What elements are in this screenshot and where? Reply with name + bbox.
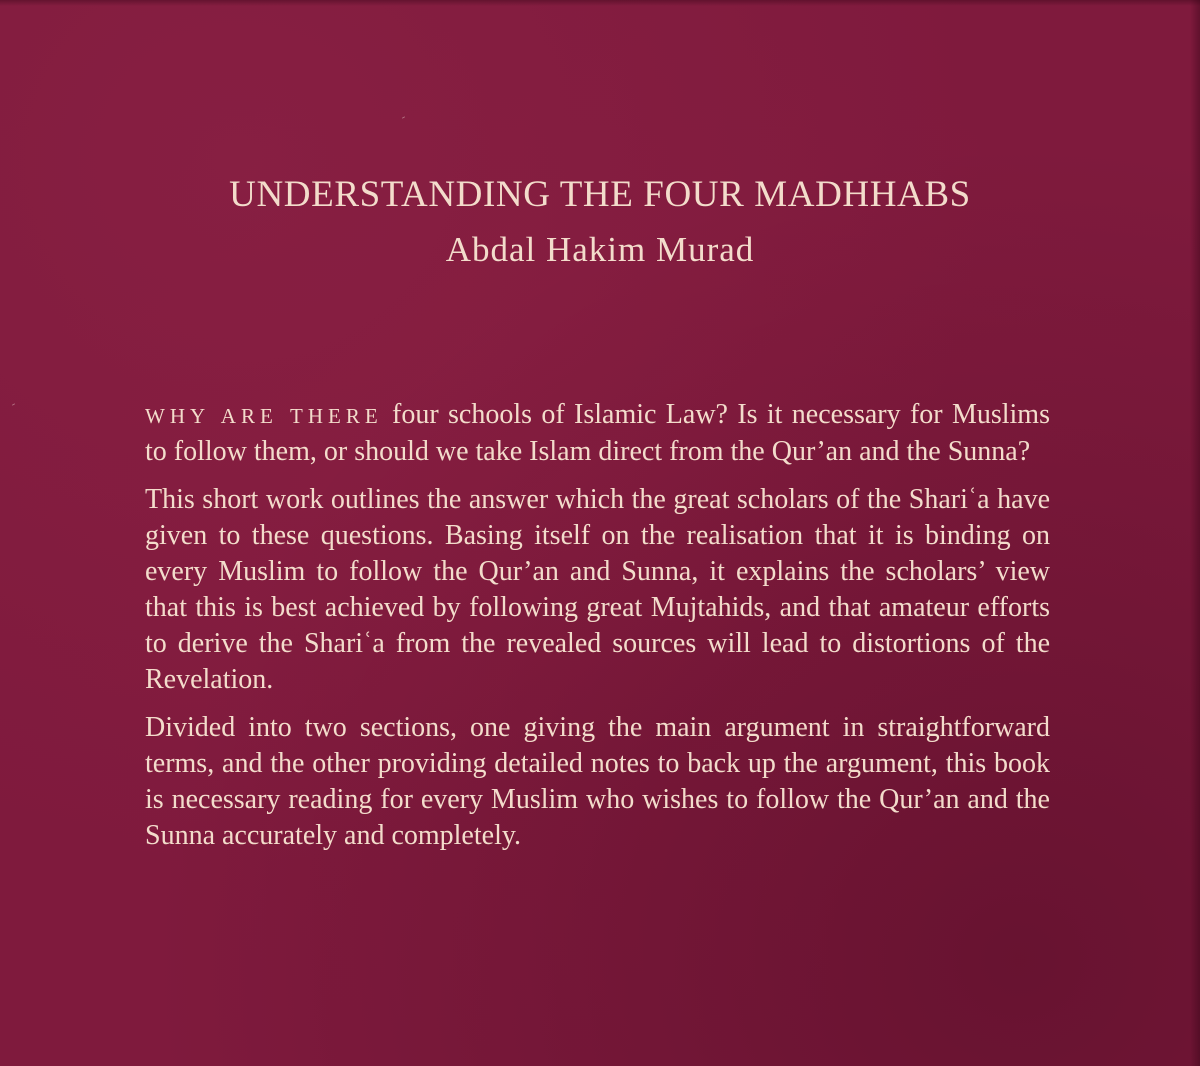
print-speck: [402, 116, 405, 118]
cover-right-edge-shadow: [1190, 0, 1200, 1066]
book-author: Abdal Hakim Murad: [445, 230, 755, 269]
blurb-lead-smallcaps: WHY ARE THERE: [145, 404, 383, 428]
print-speck: [12, 403, 15, 405]
cover-blurb: [145, 397, 1050, 866]
book-title: UNDERSTANDING THE FOUR MADHHABS: [229, 174, 971, 215]
cover-top-edge-shadow: [0, 0, 1200, 6]
blurb-paragraph-2: This short work outlines the answer which the great scholars of the Shariʿa have given to these questions. Basing itself on the realisation that it is binding on every Muslim to follow the Qur’an and Sunna, it explains the scholars’ view that this is best achieved by following great Mujtahids, and that amateur efforts to derive the Shariʿa from the revealed sources will lead to distortions of the Revelation.: [145, 484, 1050, 695]
blurb-paragraph-3: Divided into two sections, one giving the main argument in straightforward terms, and the other providing detailed notes to back up the argument, this book is necessary reading for every Muslim who wishes to follow the Qur’an and the Sunna accurately and completely.: [145, 712, 1050, 851]
blurb-paragraph-1: [145, 397, 1050, 470]
blurb-paragraph-1-text: four schools of Islamic Law? Is it necessary for Muslims to follow them, or should we take Islam direct from the Qur’an and the Sunna?: [145, 399, 1050, 467]
